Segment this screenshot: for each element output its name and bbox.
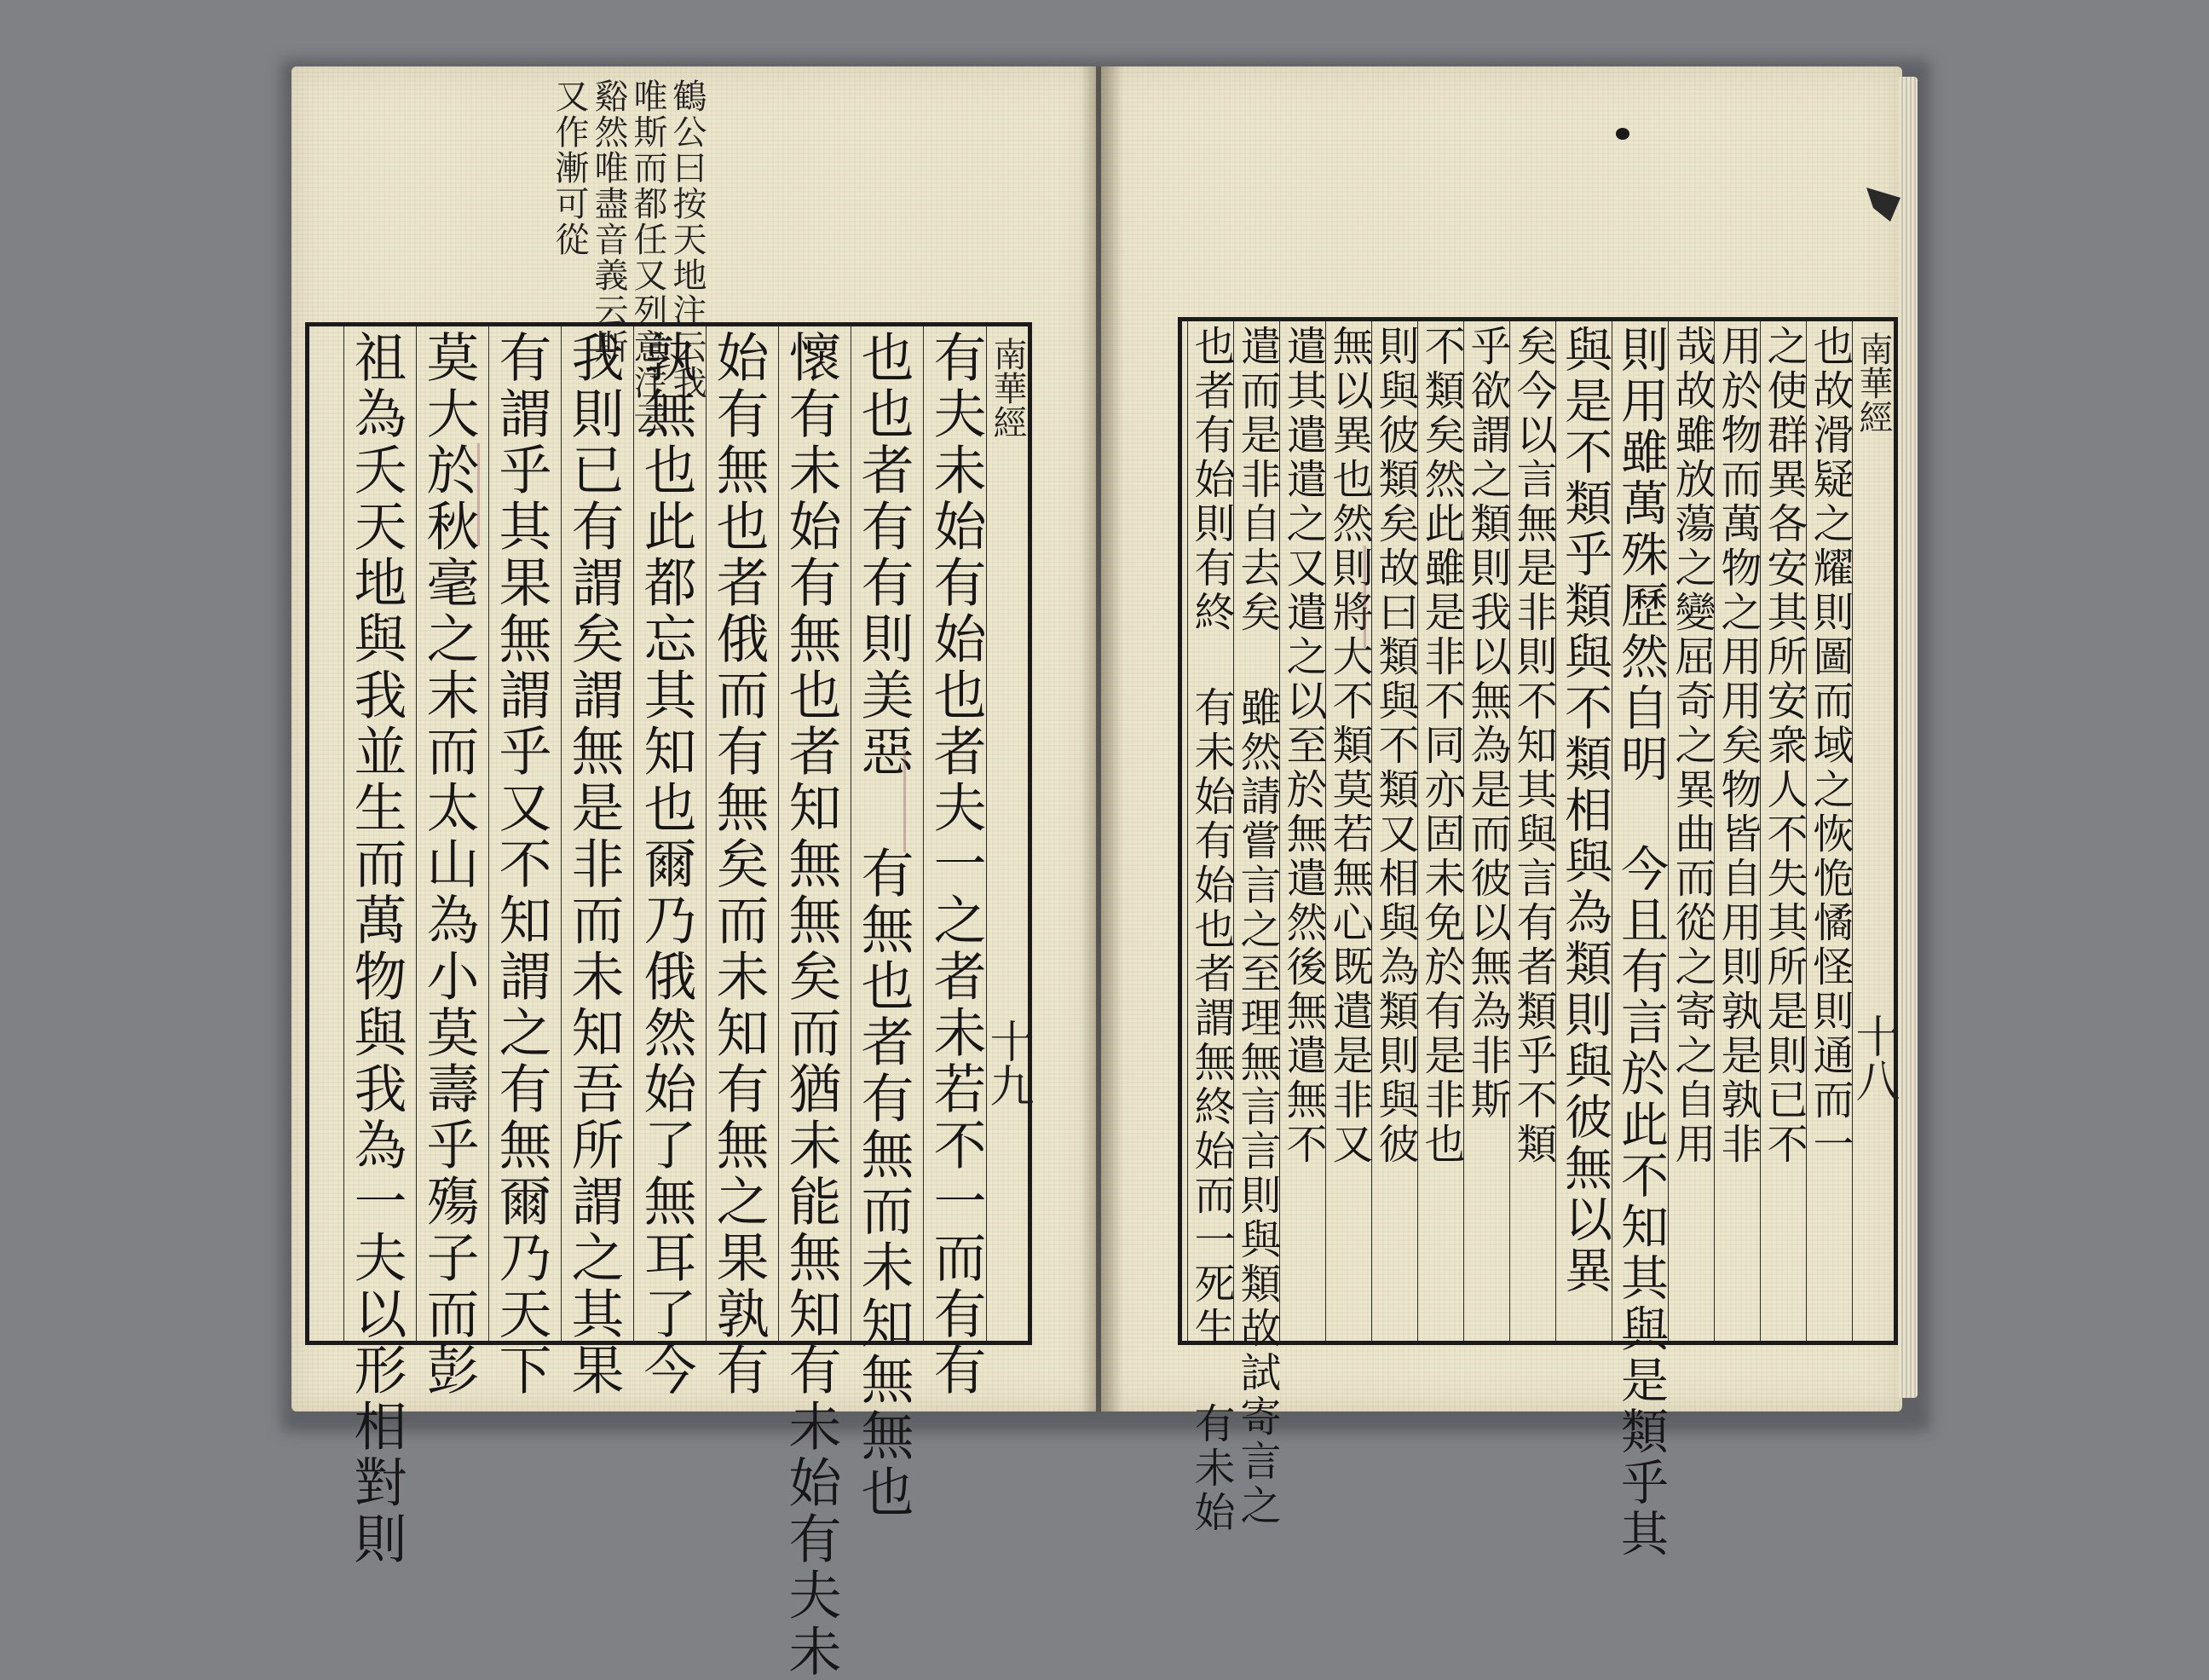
page-edges: [1899, 77, 1918, 1398]
right-column-8: 乎欲謂之類則我以無為是而彼以無為非斯: [1463, 321, 1510, 1341]
left-column-9: 祖為夭天地與我並生而萬物與我為一夫以形相對則: [343, 326, 407, 1341]
left-page-number: 十九: [982, 1019, 1033, 1107]
left-column-5: 孰無也此都忘其知也爾乃俄然始了無耳了今: [633, 326, 697, 1341]
left-column-4: 始有無也者俄而有無矣而未知有無之果孰有: [706, 326, 770, 1341]
pencil-mark: [477, 443, 480, 546]
left-column-6: 我則已有謂矣謂無是非而未知吾所謂之其果: [561, 326, 625, 1341]
right-column-7: 矣今以言無是非則不知其與言有者類乎不類: [1509, 321, 1556, 1341]
left-column-7: 有謂乎其果無謂乎又不知謂之有無爾乃天下: [488, 326, 552, 1341]
head-note-line-3: 谿然唯盡音義云斯: [589, 78, 628, 365]
right-column-6: 與是不類乎類與不類相與為類則與彼無以異: [1555, 321, 1612, 1341]
right-column-4: 哉故雖放蕩之變屈奇之異曲而從之寄之自用: [1668, 321, 1715, 1341]
ink-blot: [1616, 128, 1629, 140]
right-page-number: 十八: [1848, 1013, 1899, 1102]
right-column-2: 之使群異各安其所安衆人不失其所是則已不: [1760, 321, 1807, 1341]
pencil-mark: [1364, 546, 1366, 648]
right-column-5: 則用雖萬殊歷然自明 今且有言於此不知其與是類乎其: [1612, 321, 1669, 1341]
right-column-14: 也者有始則有終 有未始有始也者謂無終始而一死生 有未始: [1187, 321, 1234, 1341]
head-note-line-1: 鶴公曰按天地注云我: [667, 78, 707, 401]
right-column-13: 遣而是非自去矣 雖然請嘗言之至理無言言則與類故試寄言之: [1233, 321, 1280, 1341]
left-column-8: 莫大於秋毫之末而太山為小莫壽乎殤子而彭: [416, 326, 480, 1341]
book-gutter: [1081, 66, 1123, 1412]
left-column-1: 有夫未始有始也者夫一之者未若不一而有有: [923, 326, 987, 1341]
right-column-1: 也故滑疑之耀則圖而域之恢恑憰怪則通而一: [1806, 321, 1853, 1341]
right-column-9: 不類矣然此雖是非不同亦固未免於有是非也: [1417, 321, 1464, 1341]
head-note-line-2: 唯斯而都任又列意注云: [628, 78, 667, 436]
left-column-3: 懷有未始有無也者知無無矣而猶未能無知有未始有夫未: [778, 326, 842, 1341]
right-column-12: 遣其遣遣之又遣之以至於無遣然後無遣無不: [1279, 321, 1326, 1341]
right-text-frame: [1178, 317, 1899, 1560]
right-column-11: 無以異也然則將大不類莫若無心既遣是非又: [1325, 321, 1372, 1341]
head-note-line-4: 又作漸可從: [550, 78, 589, 257]
left-band-label: 南華經: [986, 326, 1028, 1341]
left-text-frame: [305, 322, 1033, 1680]
left-column-2: 也也者有有則美惡 有無也者有無而未知無無也: [851, 326, 914, 1341]
right-column-3: 用於物而萬物之用用矣物皆自用則孰是孰非: [1714, 321, 1761, 1341]
right-column-10: 則與彼類矣故曰類與不類又相與為類則與彼: [1371, 321, 1418, 1341]
pencil-mark: [903, 750, 906, 852]
right-band-label: 南華經: [1852, 321, 1894, 1341]
